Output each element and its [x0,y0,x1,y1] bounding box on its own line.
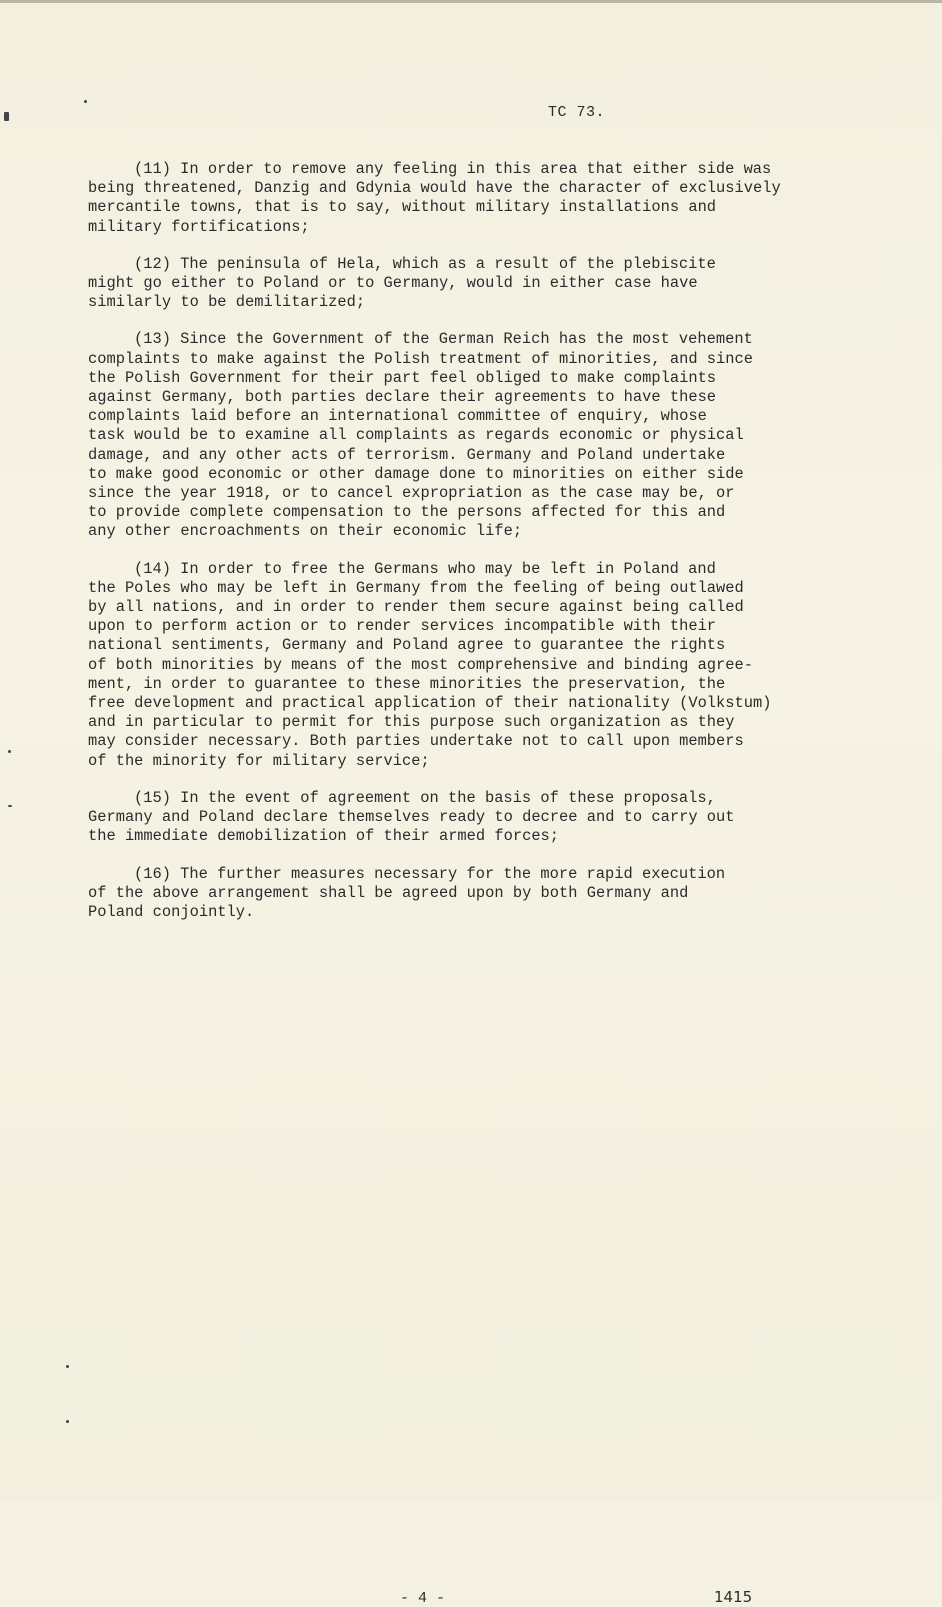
margin-mark [8,750,11,753]
margin-mark [66,1420,69,1423]
folio-number: 1415 [714,1588,753,1606]
paragraph-13: (13) Since the Government of the German Reich has the most vehement complaints to make against the Polish treatment of minorities, and since the Polish Government for their part feel obliged to make complaints against Germany, both parties declare their agreements to have these complaints laid before an international committee of enquiry, whose task would be to examine all complaints as regards economic or physical damage, and any other acts of terrorism. Germany and Poland undertake to make good economic or other damage done to minorities on either side since the year 1918, or to cancel expropriation as the case may be, or to provide complete compensation to the persons affected for this and any other encroachments on their economic life; [88,330,753,541]
paragraph-16: (16) The further measures necessary for the more rapid execution of the above arrangement shall be agreed upon by both Germany and Poland conjointly. [88,864,726,921]
page-number: - 4 - [400,1590,446,1607]
margin-mark [8,805,12,807]
paragraph-15: (15) In the event of agreement on the basis of these proposals, Germany and Poland declare themselves ready to decree and to carry out the immediate demobilization of their armed forces; [88,788,735,846]
paragraph-11: (11) In order to remove any feeling in this area that either side was being threatened, Danzig and Gdynia would have the character of exclusively mercantile towns, that is to say, without military installations and military fortifications; [88,160,781,236]
paragraph-12: (12) The peninsula of Hela, which as a result of the plebiscite might go either to Poland or to Germany, would in either case have similarly to be demilitarized; [88,254,716,312]
paragraph-14: (14) In order to free the Germans who may be left in Poland and the Poles who may be left in Germany from the feeling of being outlawed by all nations, and in order to render them secure against being called upon to perform action or to render services incompatible with their national sentiments, Germany and Poland agree to guarantee the rights of both minorities by means of the most comprehensive and binding agree- ment, in order to guarantee to these minorities the preservation, the free development and practical application of their nationality (Volkstum) and in particular to permit for this purpose such organization as they may consider necessary. Both parties undertake not to call upon members of the minority for military service; [88,559,772,770]
margin-mark [66,1365,69,1368]
page-top-edge [0,0,942,3]
margin-mark [4,112,9,121]
document-reference: TC 73. [548,104,606,121]
margin-mark [84,100,87,103]
document-body [88,160,818,940]
